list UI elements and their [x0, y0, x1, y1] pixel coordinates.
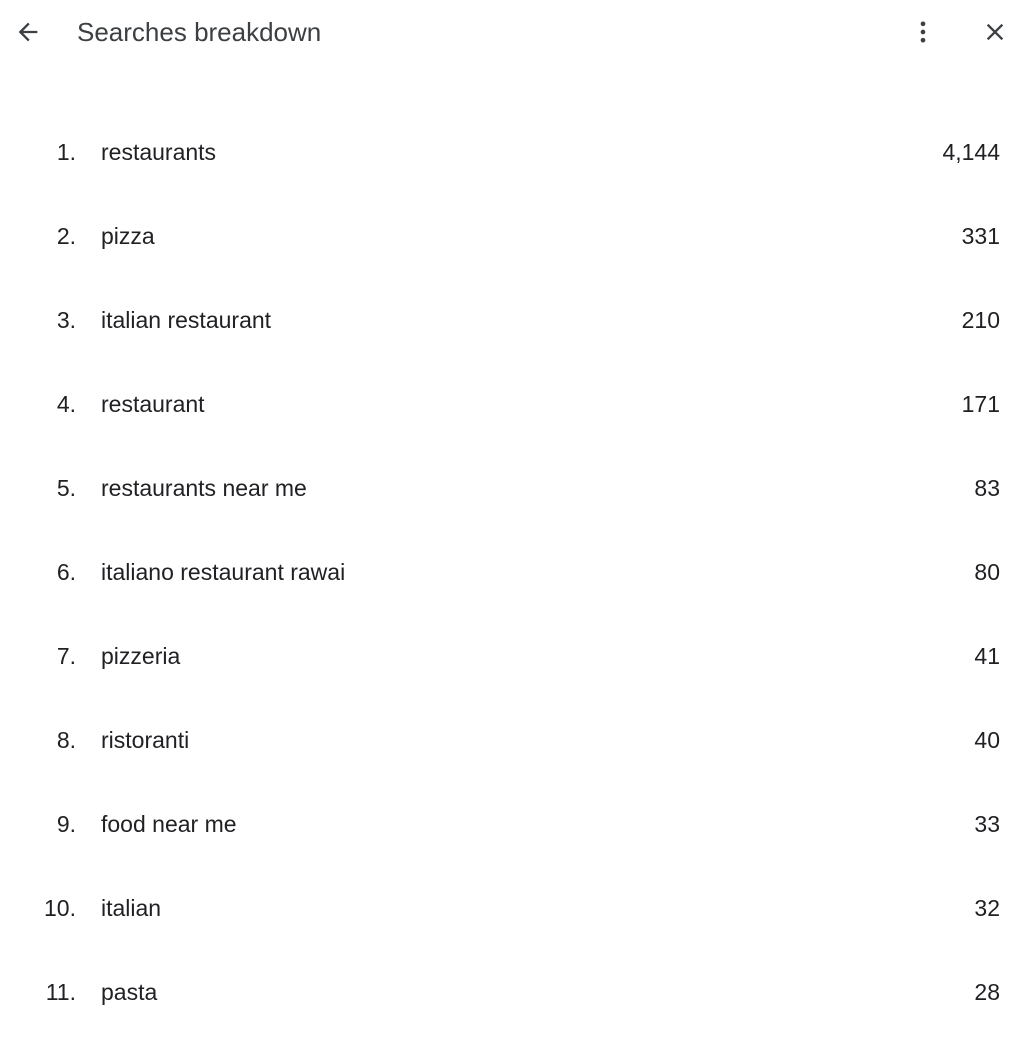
search-count: 40	[974, 727, 1000, 753]
search-term: italian	[101, 895, 162, 921]
search-count: 80	[974, 559, 1000, 585]
search-term: ristoranti	[101, 727, 190, 753]
dialog-header	[0, 0, 1024, 64]
list-item	[0, 446, 1024, 530]
search-count: 28	[974, 979, 1000, 1005]
list-item	[0, 362, 1024, 446]
rank-number: 3.	[56, 307, 76, 333]
search-term: restaurant	[101, 391, 205, 417]
search-count: 32	[974, 895, 1000, 921]
rank-number: 4.	[56, 391, 76, 417]
searches-list	[0, 110, 1024, 1034]
more-options-button[interactable]	[903, 12, 943, 52]
rank-number: 5.	[56, 475, 76, 501]
close-button[interactable]	[975, 12, 1015, 52]
search-term: pizza	[101, 223, 155, 249]
search-count: 83	[974, 475, 1000, 501]
search-count: 171	[961, 391, 1000, 417]
list-item	[0, 194, 1024, 278]
list-item	[0, 110, 1024, 194]
rank-number: 8.	[56, 727, 76, 753]
rank-number: 9.	[56, 811, 76, 837]
list-item	[0, 950, 1024, 1034]
search-term: restaurants near me	[101, 475, 307, 501]
search-count: 210	[961, 307, 1000, 333]
search-count: 331	[961, 223, 1000, 249]
list-item	[0, 866, 1024, 950]
search-count: 41	[974, 643, 1000, 669]
page-title: Searches breakdown	[77, 17, 322, 47]
back-button[interactable]	[8, 12, 48, 52]
more-vert-icon	[909, 18, 937, 46]
rank-number: 11.	[45, 979, 76, 1005]
search-term: food near me	[101, 811, 237, 837]
arrow-back-icon	[14, 18, 42, 46]
close-icon	[981, 18, 1009, 46]
search-term: italian restaurant	[101, 307, 272, 333]
list-item	[0, 698, 1024, 782]
list-item	[0, 530, 1024, 614]
rank-number: 10.	[44, 895, 76, 921]
search-term: restaurants	[101, 139, 217, 165]
search-term: pizzeria	[101, 643, 181, 669]
rank-number: 2.	[56, 223, 76, 249]
search-count: 4,144	[942, 139, 1000, 165]
list-item	[0, 278, 1024, 362]
list-item	[0, 614, 1024, 698]
rank-number: 6.	[56, 559, 76, 585]
rank-number: 1.	[56, 139, 76, 165]
rank-number: 7.	[56, 643, 76, 669]
search-term: italiano restaurant rawai	[101, 559, 346, 585]
search-count: 33	[974, 811, 1000, 837]
list-item	[0, 782, 1024, 866]
search-term: pasta	[101, 979, 158, 1005]
